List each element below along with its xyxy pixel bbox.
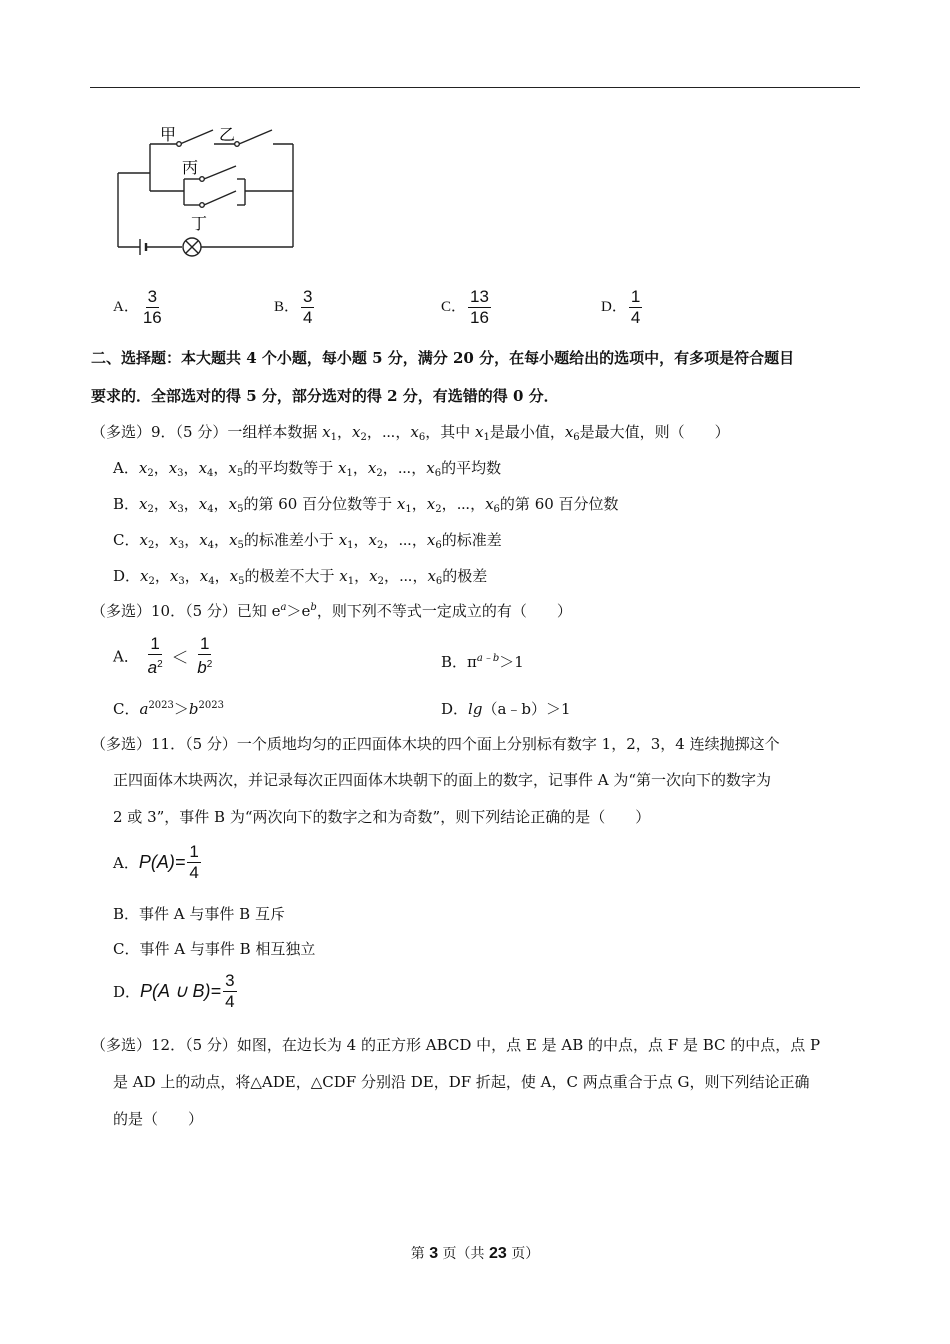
q9-option-d: D．$x_2$，$x_3$，$x_4$，$x_5$的极差不大于 $x_1$，$x_2$，⋯，$x_6$的极差: [113, 567, 488, 587]
q12-stem-line3: 的是（ ）: [113, 1110, 204, 1128]
page-number: 3: [429, 1245, 439, 1262]
q10-stem: （多选）10．（5 分）已知 $e^a>e^b$，则下列不等式一定成立的有（ ）: [91, 602, 572, 620]
q11-option-b: B．事件 A 与事件 B 互斥: [113, 905, 285, 923]
q11-stem-line1: （多选）11．（5 分）一个质地均匀的正四面体木块的四个面上分别标有数字 1，2，3，4 连续抛掷这个: [91, 735, 780, 753]
q8-option-b: B． $\frac{3}{4}$: [274, 287, 313, 327]
q12-stem-line2: 是 AD 上的动点，将△ADE，△CDF 分别沿 DE，DF 折起，使 A，C 两点重合于点 G，则下列结论正确: [113, 1073, 810, 1091]
circuit-diagram: [110, 118, 310, 263]
q11-stem-line2: 正四面体木块两次，并记录每次正四面体木块朝下的面上的数字，记事件 A 为“第一次向下的数字为: [113, 771, 772, 789]
q11-option-d: D．P(A ∪ B)= $\frac{3}{4}$: [113, 971, 235, 1011]
q10-option-b: B．$\pi^{a﹣b}>1$: [441, 653, 524, 671]
page-footer: 第 3 页（共 23 页）: [410, 1245, 540, 1262]
q9-stem: （多选）9．（5 分）一组样本数据 $x_1$，$x_2$，⋯，$x_6$，其中 $x_1$是最小值，$x_6$是最大值，则（ ）: [91, 423, 730, 443]
q8-option-d: D． $\frac{1}{4}$: [601, 287, 641, 327]
q11-option-c: C．事件 A 与事件 B 相互独立: [113, 940, 316, 958]
q9-option-a: A．$x_2$，$x_3$，$x_4$，$x_5$的平均数等于 $x_1$，$x_2$，⋯，$x_6$的平均数: [113, 459, 502, 479]
switch-label-ding: 丁: [191, 214, 208, 233]
section-heading-line1: 二、选择题：本大题共 4 个小题，每小题 5 分，满分 20 分，在每小题给出的选项中，有多项是符合题目: [91, 349, 795, 367]
section-heading-line2: 要求的．全部选对的得 5 分，部分选对的得 2 分，有选错的得 0 分．: [91, 387, 559, 405]
q9-option-b: B．$x_2$，$x_3$，$x_4$，$x_5$的第 60 百分位数等于 $x_1$，$x_2$，⋯，$x_6$的第 60 百分位数: [113, 495, 619, 515]
switch-label-yi: 乙: [219, 125, 236, 144]
header-rule: [90, 87, 860, 88]
q10-option-c: C．$a^{2023}>b^{2023}$: [113, 700, 224, 718]
switch-label-jia: 甲: [160, 125, 177, 144]
q11-stem-line3: 2 或 3”，事件 B 为“两次向下的数字之和为奇数”，则下列结论正确的是（ ）: [113, 808, 651, 826]
q11-option-a: A．P(A)= $\frac{1}{4}$: [113, 842, 199, 882]
q12-stem-line1: （多选）12．（5 分）如图，在边长为 4 的正方形 ABCD 中，点 E 是 AB 的中点，点 F 是 BC 的中点，点 P: [91, 1036, 821, 1054]
q10-option-d: D．lg（a﹣b）＞1: [441, 700, 571, 718]
q8-option-c: C． $\frac{13}{16}$: [441, 287, 489, 327]
q9-option-c: C．$x_2$，$x_3$，$x_4$，$x_5$的标准差小于 $x_1$，$x_2$，⋯，$x_6$的标准差: [113, 531, 502, 551]
switch-label-bing: 丙: [182, 158, 199, 177]
page-total: 23: [489, 1245, 507, 1262]
q8-option-a: A． $\frac{3}{16}$: [113, 287, 162, 327]
q10-option-a: A． $\frac{1}{a^2}$ ＜ $\frac{1}{b^2}$: [113, 634, 213, 677]
